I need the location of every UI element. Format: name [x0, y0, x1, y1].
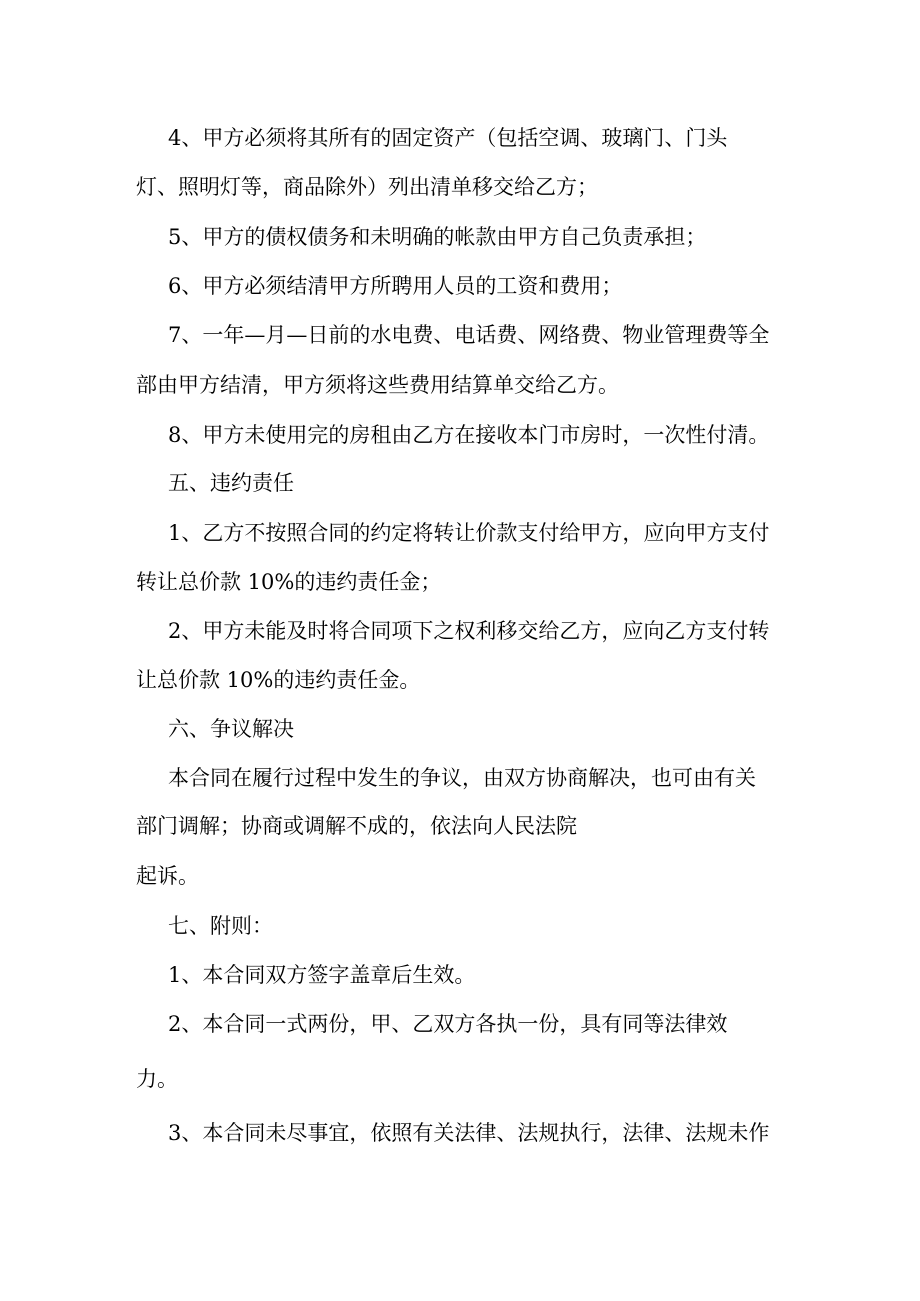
- clause-7-utilities-line1: 7、一年—月—日前的水电费、电话费、网络费、物业管理费等全: [168, 323, 770, 347]
- liability-2-line2: 让总价款 10%的违约责任金。: [136, 668, 421, 692]
- section-5-heading: 五、违约责任: [168, 471, 294, 495]
- clause-7-utilities-line2: 部由甲方结清，甲方须将这些费用结算单交给乙方。: [136, 373, 619, 397]
- appendix-1: 1、本合同双方签字盖章后生效。: [168, 963, 476, 987]
- appendix-3-line1: 3、本合同未尽事宜，依照有关法律、法规执行，法律、法规未作: [168, 1121, 770, 1145]
- clause-5-debts: 5、甲方的债权债务和未明确的帐款由甲方自己负责承担；: [168, 225, 707, 249]
- liability-1-line2: 转让总价款 10%的违约责任金；: [136, 570, 442, 594]
- clause-6-wages: 6、甲方必须结清甲方所聘用人员的工资和费用；: [168, 274, 623, 298]
- appendix-2-line2: 力。: [136, 1067, 178, 1091]
- appendix-2-line1: 2、本合同一式两份，甲、乙双方各执一份，具有同等法律效: [168, 1012, 728, 1036]
- liability-1-line1: 1、乙方不按照合同的约定将转让价款支付给甲方，应向甲方支付: [168, 521, 770, 545]
- clause-8-rent: 8、甲方未使用完的房租由乙方在接收本门市房时，一次性付清。: [168, 423, 770, 447]
- clause-4-fixed-assets-line2: 灯、照明灯等，商品除外）列出清单移交给乙方；: [136, 175, 598, 199]
- dispute-line3: 起诉。: [136, 864, 199, 888]
- section-7-heading: 七、附则：: [168, 914, 273, 938]
- dispute-line2: 部门调解；协商或调解不成的，依法向人民法院: [136, 814, 577, 838]
- dispute-line1: 本合同在履行过程中发生的争议，由双方协商解决，也可由有关: [168, 766, 756, 790]
- liability-2-line1: 2、甲方未能及时将合同项下之权利移交给乙方，应向乙方支付转: [168, 619, 770, 643]
- section-6-heading: 六、争议解决: [168, 717, 294, 741]
- clause-4-fixed-assets-line1: 4、甲方必须将其所有的固定资产（包括空调、玻璃门、门头: [168, 126, 728, 150]
